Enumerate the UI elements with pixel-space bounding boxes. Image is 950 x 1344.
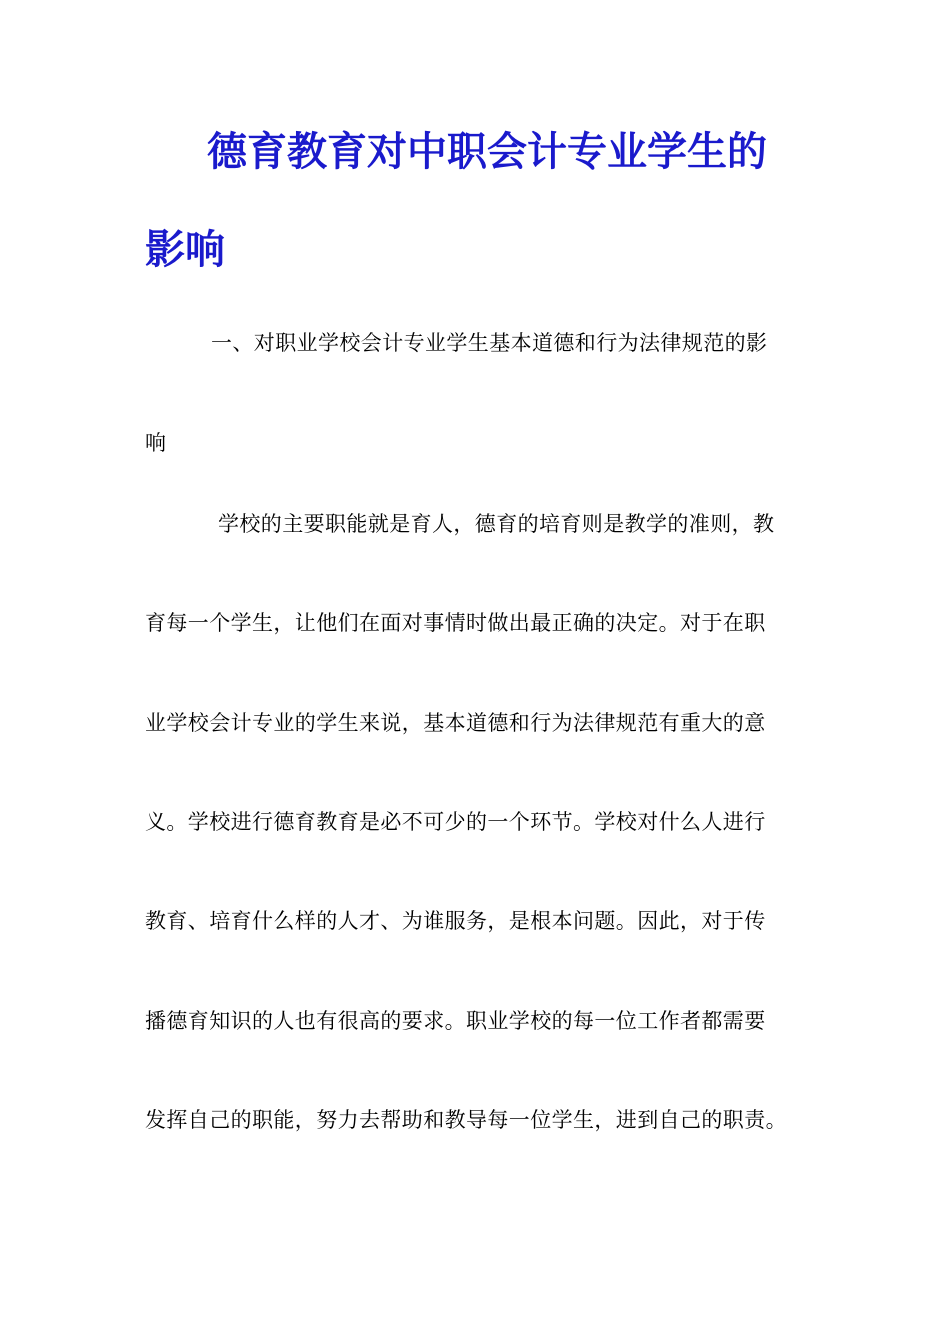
paragraph-line: 学校的主要职能就是育人，德育的培育则是教学的准则，教: [218, 512, 775, 536]
paragraph-line: 业学校会计专业的学生来说，基本道德和行为法律规范有重大的意: [145, 711, 766, 735]
section-heading-line-2: 响: [145, 431, 167, 455]
paragraph-line: 播德育知识的人也有很高的要求。职业学校的每一位工作者都需要: [145, 1009, 766, 1033]
paragraph-line: 发挥自己的职能，努力去帮助和教导每一位学生，进到自己的职责。: [145, 1108, 787, 1132]
section-heading-line-1: 一、对职业学校会计专业学生基本道德和行为法律规范的影: [211, 331, 768, 355]
paragraph-line: 育每一个学生，让他们在面对事情时做出最正确的决定。对于在职: [145, 611, 766, 635]
paragraph-line: 教育、培育什么样的人才、为谁服务，是根本问题。因此，对于传: [145, 909, 766, 933]
paragraph-line: 义。学校进行德育教育是必不可少的一个环节。学校对什么人进行: [145, 810, 766, 834]
document-title-line-1: 德育教育对中职会计专业学生的: [207, 129, 767, 175]
document-title-line-2: 影响: [145, 227, 225, 273]
